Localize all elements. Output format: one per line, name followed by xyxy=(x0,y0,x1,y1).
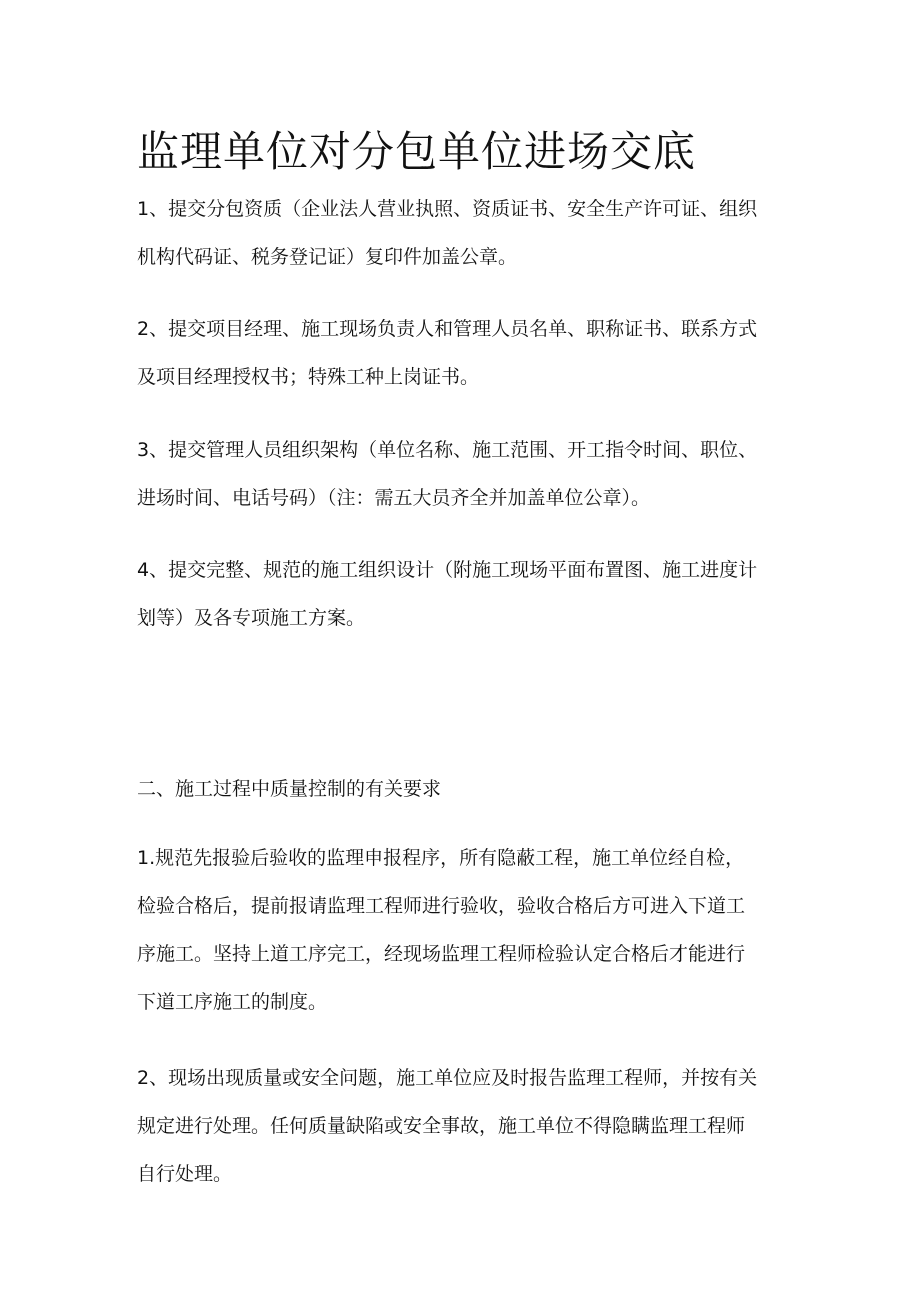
paragraph-line: 2、现场出现质量或安全问题，施工单位应及时报告监理工程师，并按有关 xyxy=(137,1067,758,1089)
paragraph-line: 2、提交项目经理、施工现场负责人和管理人员名单、职称证书、联系方式 xyxy=(137,318,758,340)
paragraph-line: 4、提交完整、规范的施工组织设计（附施工现场平面布置图、施工进度计 xyxy=(137,559,758,581)
paragraph-line: 3、提交管理人员组织架构（单位名称、施工范围、开工指令时间、职位、 xyxy=(137,439,758,461)
paragraph-line: 1.规范先报验后验收的监理申报程序，所有隐蔽工程，施工单位经自检， xyxy=(137,847,745,869)
paragraph-line: 检验合格后，提前报请监理工程师进行验收，验收合格后方可进入下道工 xyxy=(137,895,746,917)
paragraph-4 xyxy=(137,546,797,642)
paragraph-2 xyxy=(137,305,797,401)
section-heading: 二、施工过程中质量控制的有关要求 xyxy=(137,778,442,800)
paragraph-line: 机构代码证、税务登记证）复印件加盖公章。 xyxy=(137,246,518,268)
paragraph-line: 自行处理。 xyxy=(137,1163,233,1185)
paragraph-line: 进场时间、电话号码）（注：需五大员齐全并加盖单位公章）。 xyxy=(137,487,651,509)
paragraph-1 xyxy=(137,185,797,281)
paragraph-line: 序施工。坚持上道工序完工，经现场监理工程师检验认定合格后才能进行 xyxy=(137,943,746,965)
paragraph-line: 规定进行处理。任何质量缺陷或安全事故，施工单位不得隐瞒监理工程师 xyxy=(137,1115,746,1137)
quality-paragraph-2 xyxy=(137,1054,797,1198)
paragraph-3 xyxy=(137,426,797,522)
quality-paragraph-1 xyxy=(137,834,797,1026)
document-title: 监理单位对分包单位进场交底 xyxy=(137,127,697,176)
paragraph-line: 下道工序施工的制度。 xyxy=(137,991,328,1013)
paragraph-line: 及项目经理授权书；特殊工种上岗证书。 xyxy=(137,366,480,388)
paragraph-line: 1、提交分包资质（企业法人营业执照、资质证书、安全生产许可证、组织 xyxy=(137,198,758,220)
paragraph-line: 划等）及各专项施工方案。 xyxy=(137,607,366,629)
